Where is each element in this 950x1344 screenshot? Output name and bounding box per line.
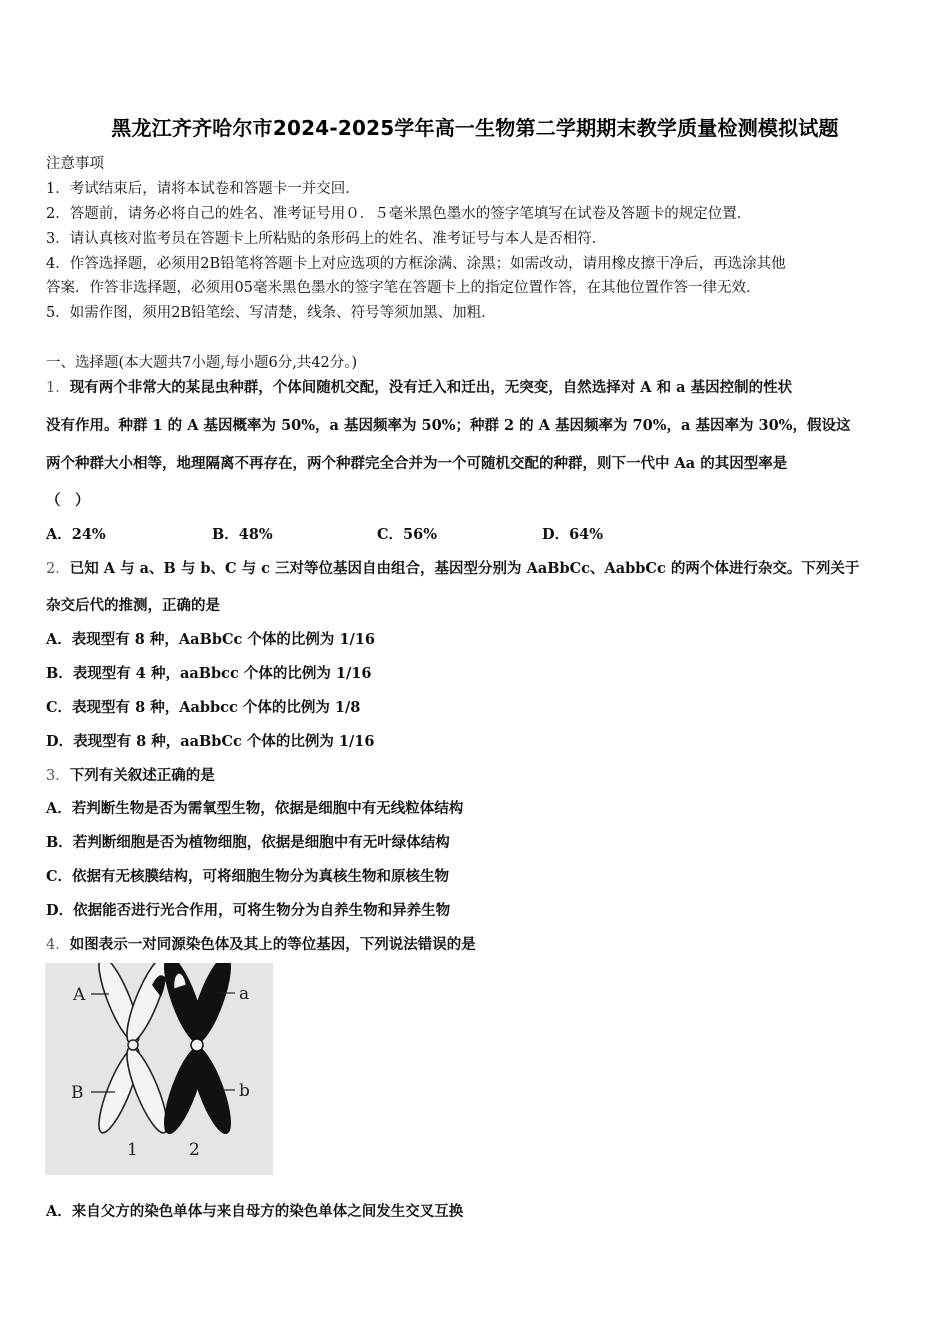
question-3-option-d[interactable]: D．依据能否进行光合作用，可将生物分为自养生物和异养生物 [46,902,451,919]
question-2-option-c[interactable]: C．表现型有 8 种，Aabbcc 个体的比例为 1/8 [46,699,361,716]
question-1-line-3: 两个种群大小相等，地理隔离不再存在，两个种群完全合并为一个可随机交配的种群，则下一代中 Aa 的其因型率是 [46,455,788,472]
chromosome-figure [45,963,273,1175]
centromere-1 [128,1040,138,1050]
question-number: 1． [46,380,70,396]
question-1-line-2: 没有作用。种群 1 的 A 基因概率为 50%，a 基因频率为 50%；种群 2 的 A 基因频率为 70%，a 基因率为 30%，假设这 [46,417,851,434]
question-2-option-d[interactable]: D．表现型有 8 种，aaBbCc 个体的比例为 1/16 [46,733,375,750]
question-2-line-2: 杂交后代的推测，正确的是 [46,597,220,614]
question-1-option-c[interactable]: C．56% [377,526,437,543]
section-heading: 一、选择题(本大题共7小题,每小题6分,共42分。) [46,355,358,371]
question-4-line-1: 4．如图表示一对同源染色体及其上的等位基因，下列说法错误的是 [46,936,476,953]
gene-label-A: A [73,985,86,1005]
question-3-option-a[interactable]: A．若判断生物是否为需氧型生物，依据是细胞中有无线粒体结构 [46,800,464,817]
notice-item: 2．答题前，请务必将自己的姓名、准考证号用０．５毫米黑色墨水的签字笔填写在试卷及答题卡的规定位置． [46,206,752,222]
homologous-chromosomes-diagram [45,963,273,1175]
notice-item: 3．请认真核对监考员在答题卡上所粘贴的条形码上的姓名、准考证号与本人是否相符． [46,231,607,247]
chromosome-number-2: 2 [189,1140,200,1160]
question-3-line-1: 3．下列有关叙述正确的是 [46,767,215,784]
gene-label-b: b [239,1081,250,1101]
gene-label-B: B [71,1083,84,1103]
notice-item: 1．考试结束后，请将本试卷和答题卡一并交回． [46,181,360,197]
question-1-option-a[interactable]: A．24% [46,526,106,543]
gene-label-a: a [239,984,250,1004]
question-3-option-b[interactable]: B．若判断细胞是否为植物细胞，依据是细胞中有无叶绿体结构 [46,834,450,851]
question-2-option-a[interactable]: A．表现型有 8 种，AaBbCc 个体的比例为 1/16 [46,631,376,648]
notice-item: 5．如需作图，须用2B铅笔绘、写清楚，线条、符号等须加黑、加粗． [46,305,496,321]
question-1-line-1: 1．现有两个非常大的某昆虫种群，个体间随机交配，没有迁入和迁出，无突变，自然选择对 A 和 a 基因控制的性状 [46,379,793,396]
question-2-option-b[interactable]: B．表现型有 4 种，aaBbcc 个体的比例为 1/16 [46,665,372,682]
centromere-2 [191,1039,203,1051]
page-title: 黑龙江齐齐哈尔市2024-2025学年高一生物第二学期期末教学质量检测模拟试题 [111,116,839,140]
question-2-line-1: 2．已知 A 与 a、B 与 b、C 与 c 三对等位基因自由组合，基因型分别为 AaBbCc、AabbCc 的两个体进行杂交。下列关于 [46,560,860,577]
question-number: 2． [46,561,70,577]
notice-heading: 注意事项 [46,156,104,172]
question-number: 3． [46,768,70,784]
question-1-option-d[interactable]: D．64% [542,526,604,543]
question-number: 4． [46,937,70,953]
chromosome-number-1: 1 [127,1140,138,1160]
notice-item: 答案．作答非选择题，必须用05毫米黑色墨水的签字笔在答题卡上的指定位置作答，在其他位置作答一律无效． [46,280,761,296]
question-1-option-b[interactable]: B．48% [212,526,273,543]
notice-item: 4．作答选择题，必须用2B铅笔将答题卡上对应选项的方框涂满、涂黑；如需改动，请用橡皮擦干净后，再选涂其他 [46,256,786,272]
question-3-option-c[interactable]: C．依据有无核膜结构，可将细胞生物分为真核生物和原核生物 [46,868,450,885]
question-4-option-a[interactable]: A．来自父方的染色单体与来自母方的染色单体之间发生交叉互换 [46,1203,464,1220]
question-1-line-4: （ ） [46,492,90,509]
